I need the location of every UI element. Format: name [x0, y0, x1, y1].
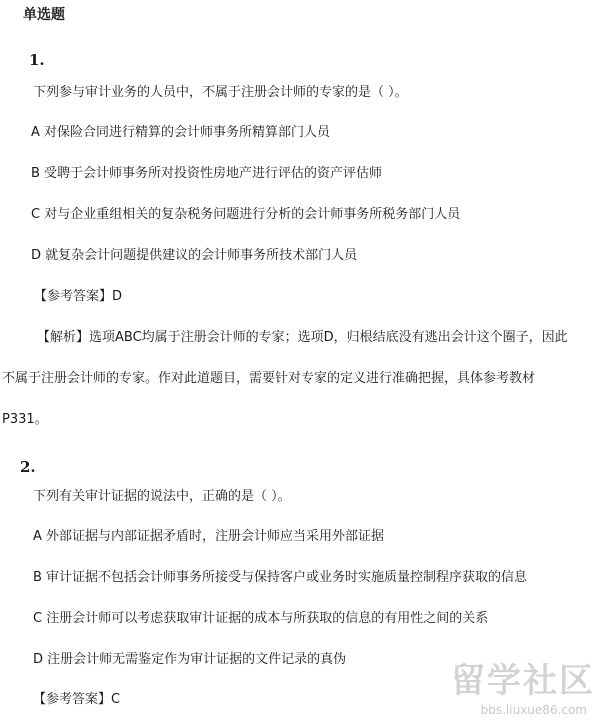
watermark-url: bbs.liuxue86.com: [480, 703, 587, 717]
question-1-option-a: A 对保险合同进行精算的会计师事务所精算部门人员: [31, 125, 331, 140]
question-1-analysis-line-3: P331。: [2, 412, 48, 427]
question-2-stem: 下列有关审计证据的说法中，正确的是（ ）。: [33, 489, 291, 504]
question-2-option-a: A 外部证据与内部证据矛盾时，注册会计师应当采用外部证据: [33, 529, 385, 544]
question-1-option-b: B 受聘于会计师事务所对投资性房地产进行评估的资产评估师: [31, 166, 383, 181]
question-1-number: 1.: [29, 51, 45, 69]
watermark-logo: 留学社区: [451, 661, 595, 701]
question-1-analysis-line-1: 【解析】选项ABC均属于注册会计师的专家；选项D，归根结底没有逃出会计这个圈子，因此: [37, 330, 568, 345]
question-1-analysis-line-2: 不属于注册会计师的专家。作对此道题目，需要针对专家的定义进行准确把握，具体参考教材: [2, 371, 536, 386]
site-watermark: [445, 661, 595, 717]
section-title: 单选题: [23, 7, 65, 23]
question-2-option-d: D 注册会计师无需鉴定作为审计证据的文件记录的真伪: [33, 652, 347, 667]
question-2-answer: 【参考答案】C: [33, 692, 121, 707]
question-2-number: 2.: [20, 458, 36, 476]
question-2-option-c: C 注册会计师可以考虑获取审计证据的成本与所获取的信息的有用性之间的关系: [33, 611, 489, 626]
question-1-stem: 下列参与审计业务的人员中，不属于注册会计师的专家的是（ ）。: [33, 85, 408, 100]
question-1-option-d: D 就复杂会计问题提供建议的会计师事务所技术部门人员: [31, 248, 358, 263]
question-1-option-c: C 对与企业重组相关的复杂税务问题进行分析的会计师事务所税务部门人员: [31, 207, 461, 222]
question-1-answer: 【参考答案】D: [34, 289, 123, 304]
question-2-option-b: B 审计证据不包括会计师事务所接受与保持客户或业务时实施质量控制程序获取的信息: [33, 570, 528, 585]
